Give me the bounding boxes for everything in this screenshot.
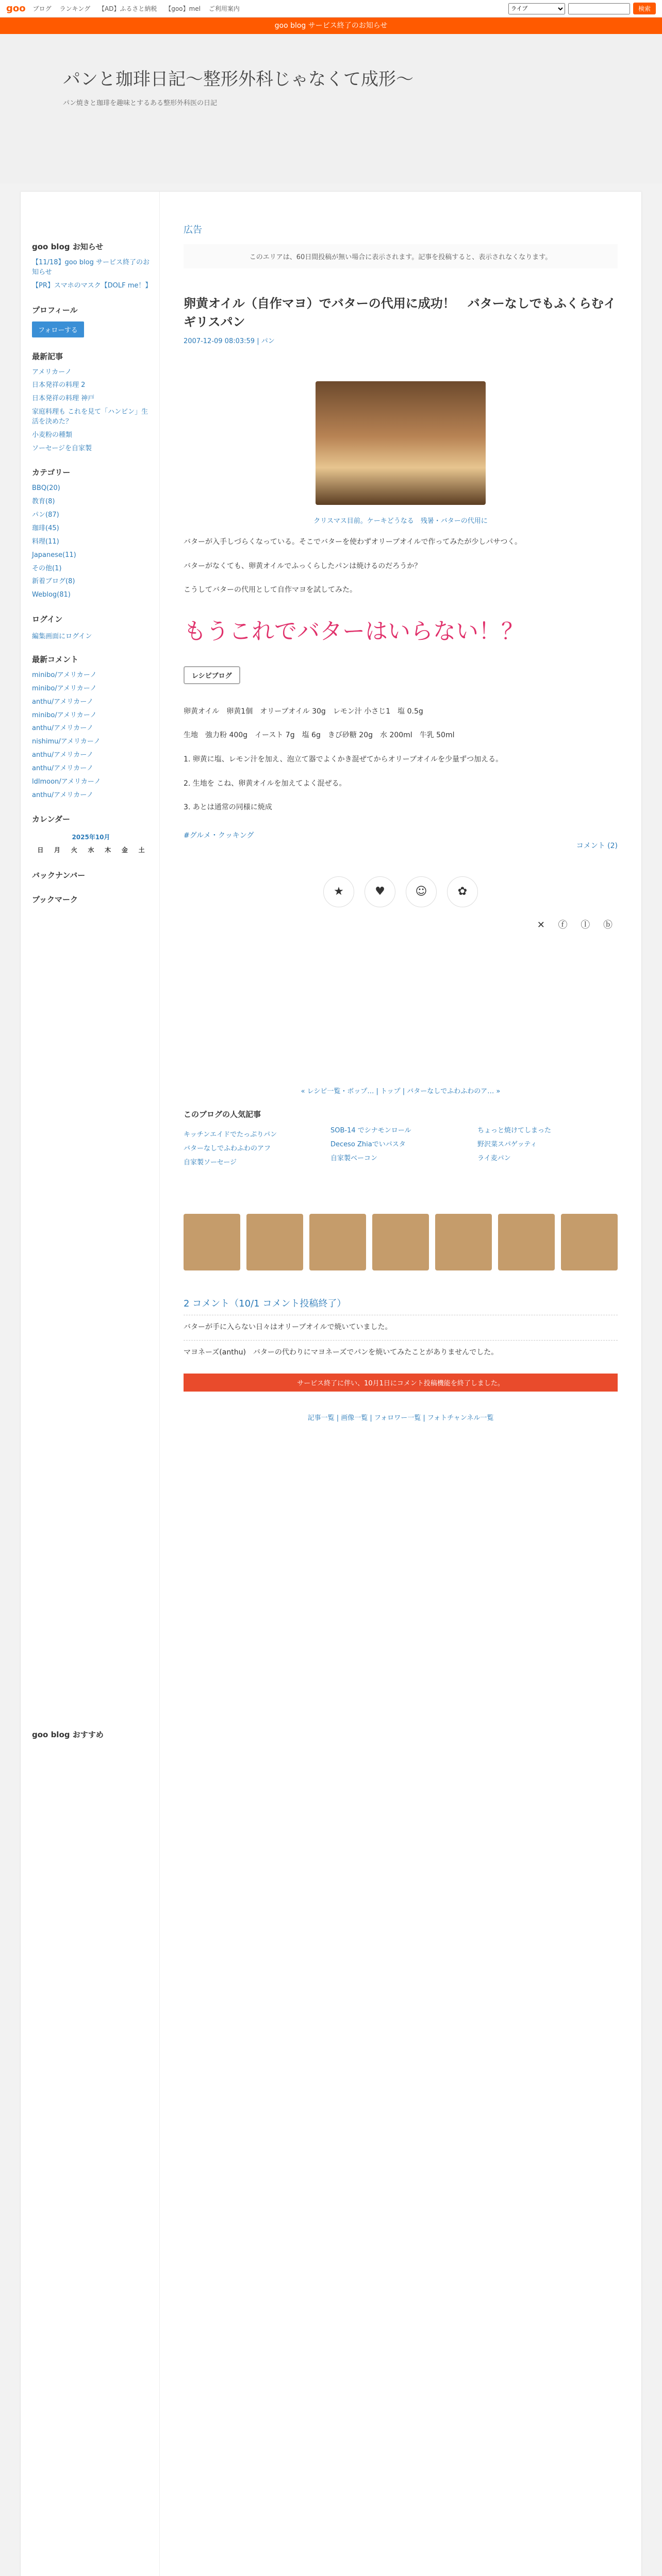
recommend-heading: goo blog おすすめ xyxy=(32,1730,104,1740)
comment-item[interactable]: anthu/アメリカーノ xyxy=(32,698,93,706)
category-heading: カテゴリー xyxy=(32,468,71,478)
cal-head: 火 xyxy=(71,846,77,854)
category-item[interactable]: パン(87) xyxy=(32,511,59,519)
comment-closed-banner: サービス終了に伴い、10月1日にコメント投稿機能を終了しました。 xyxy=(184,1374,618,1392)
inactive-notice: このエリアは、60日間投稿が無い場合に表示されます。記事を投稿すると、表示されなくなります。 xyxy=(184,244,618,268)
calendar-month: 2025年10月 xyxy=(72,834,110,841)
cal-head: 水 xyxy=(88,846,94,854)
popular-item[interactable]: バターなしでふわふわのアフ xyxy=(184,1144,271,1153)
category-item[interactable]: 教育(8) xyxy=(32,498,55,506)
popular-item[interactable]: ライ麦パン xyxy=(477,1154,511,1162)
thumbnail[interactable] xyxy=(435,1214,492,1270)
category-item[interactable]: 新着ブログ(8) xyxy=(32,578,75,586)
thumbnail[interactable] xyxy=(184,1214,240,1270)
recipe-badge[interactable]: レシピブログ xyxy=(184,666,240,684)
share-icons[interactable]: ✕ ⓕ ⓛ ⓑ xyxy=(537,919,618,930)
profile-heading: プロフィール xyxy=(32,305,78,315)
thumbnail-row xyxy=(184,1214,618,1270)
popular-item[interactable]: 野沢菜スパゲッティ xyxy=(477,1140,537,1148)
top-nav xyxy=(33,4,246,13)
recent-heading: 最新記事 xyxy=(32,351,63,361)
recent-item[interactable]: ソーセージを自家製 xyxy=(32,444,92,452)
search-button[interactable]: 検索 xyxy=(633,3,656,14)
calendar-heading: カレンダー xyxy=(32,815,71,824)
cal-head: 木 xyxy=(105,846,111,854)
bread-photo xyxy=(316,381,486,505)
top-bar xyxy=(0,0,662,18)
paragraph: こうしてバターの代用として自作マヨを試してみた。 xyxy=(184,586,357,595)
blog-header xyxy=(0,34,662,183)
thumbnail[interactable] xyxy=(309,1214,366,1270)
comment-count-link[interactable]: コメント (2) xyxy=(576,841,618,850)
comment-item[interactable]: ldlmoon/アメリカーノ xyxy=(32,777,101,786)
calendar xyxy=(32,831,150,856)
recent-item[interactable]: 小麦粉の種類 xyxy=(32,431,73,439)
service-notice[interactable]: goo blog サービス終了のお知らせ xyxy=(0,18,662,34)
thumbnail[interactable] xyxy=(372,1214,429,1270)
category-item[interactable]: その他(1) xyxy=(32,564,62,572)
comment-item[interactable]: minibo/アメリカーノ xyxy=(32,711,97,719)
nav-ranking[interactable]: ランキング xyxy=(59,5,91,12)
search-input[interactable] xyxy=(568,3,630,14)
cal-head: 日 xyxy=(37,846,44,854)
login-heading: ログイン xyxy=(32,615,63,624)
news-heading: goo blog お知らせ xyxy=(32,242,104,251)
article-body xyxy=(184,535,618,815)
reaction-icon[interactable]: ☺ xyxy=(406,876,437,907)
recent-item[interactable]: 家庭料理も これを見て「ハンビン」生活を決めた？ xyxy=(32,408,148,426)
bookmark-heading: ブックマーク xyxy=(32,895,78,905)
follow-button[interactable]: フォローする xyxy=(32,321,84,337)
comment-entry: マヨネーズ(anthu) バターの代わりにマヨネーズでパンを焼いてみたことがありませんでした。 xyxy=(184,1340,618,1365)
thumbnail[interactable] xyxy=(561,1214,618,1270)
search-select[interactable] xyxy=(508,3,565,14)
comments-heading: 最新コメント xyxy=(32,655,79,665)
paragraph: バターがなくても、卵黄オイルでふっくらしたパンは焼けるのだろうか？ xyxy=(184,562,422,570)
paragraph: バターが入手しづらくなっている。そこでバターを使わずオリーブオイルで作ってみたが少しパサつく。 xyxy=(184,538,522,546)
headline-big: もうこれでバターはいらない！？ xyxy=(184,618,524,645)
reactions xyxy=(184,876,618,907)
cal-head: 金 xyxy=(121,846,128,854)
step: 3. あとは通常の同様に焼成 xyxy=(184,803,272,812)
category-item[interactable]: 珈琲(45) xyxy=(32,524,59,532)
photo-caption[interactable]: クリスマス目前。ケーキどうなる 残暑・バターの代用に xyxy=(313,517,488,525)
comment-item[interactable]: anthu/アメリカーノ xyxy=(32,764,93,772)
popular-item[interactable]: キッチンエイドでたっぷりパン xyxy=(184,1130,277,1139)
ad-label: 広告 xyxy=(184,225,202,235)
nav-guide[interactable]: ご利用案内 xyxy=(208,5,240,12)
nav-ad[interactable]: 【AD】ふるさと納税 xyxy=(98,5,157,12)
popular-item[interactable]: SOB-14 でシナモンロール xyxy=(330,1126,411,1134)
comment-item[interactable]: minibo/アメリカーノ xyxy=(32,684,97,692)
footer-links[interactable]: 記事一覧 | 画像一覧 | フォロワー一覧 | フォトチャンネル一覧 xyxy=(307,1414,494,1422)
comment-entry: バターが手に入らない日々はオリーブオイルで焼いていました。 xyxy=(184,1315,618,1340)
comment-item[interactable]: anthu/アメリカーノ xyxy=(32,751,93,759)
nav-blog[interactable]: ブログ xyxy=(32,5,52,12)
main-column xyxy=(160,192,641,2576)
step: 1. 卵黄に塩、レモン汁を加え、泡立て器でよくかき混ぜてからオリーブオイルを少量ずつ加える。 xyxy=(184,755,503,764)
nav-mel[interactable]: 【goo】mel xyxy=(165,5,201,12)
recent-item[interactable]: アメリカーノ xyxy=(32,368,72,376)
reaction-icon[interactable]: ♥ xyxy=(365,876,395,907)
recent-item[interactable]: 日本発祥の料理 2 xyxy=(32,381,86,389)
news-item[interactable]: 【PR】スマホのマスク【DOLF me！】 xyxy=(32,281,152,290)
content-wrap xyxy=(21,192,641,2576)
thumbnail[interactable] xyxy=(246,1214,303,1270)
comment-item[interactable]: anthu/アメリカーノ xyxy=(32,724,93,733)
popular-item[interactable]: 自家製ベーコン xyxy=(330,1154,378,1162)
article-title: 卵黄オイル（自作マヨ）でバターの代用に成功！ バターなしでもふくらむイギリスパン xyxy=(184,296,616,329)
login-link[interactable]: 編集画面にログイン xyxy=(32,633,92,641)
category-item[interactable]: Weblog(81) xyxy=(32,591,71,599)
article-date: 2007-12-09 08:03:59 | パン xyxy=(184,337,275,345)
cal-head: 土 xyxy=(138,846,145,854)
reaction-icon[interactable]: ★ xyxy=(323,876,354,907)
news-item[interactable]: 【11/18】goo blog サービス終了のお知らせ xyxy=(32,259,150,276)
comment-item[interactable]: nishimu/アメリカーノ xyxy=(32,738,101,746)
popular-heading: このブログの人気記事 xyxy=(184,1109,261,1119)
category-item[interactable]: Japanese(11) xyxy=(32,551,76,559)
popular-articles xyxy=(184,1109,618,1168)
backnumber-heading: バックナンバー xyxy=(32,871,86,880)
thumbnail[interactable] xyxy=(498,1214,555,1270)
category-item[interactable]: BBQ(20) xyxy=(32,484,60,493)
popular-item[interactable]: Deceso Zhiaでいパスタ xyxy=(330,1140,406,1148)
comment-item[interactable]: minibo/アメリカーノ xyxy=(32,671,97,680)
cal-head: 月 xyxy=(54,846,61,854)
tag-link[interactable]: #グルメ・クッキング xyxy=(184,831,254,840)
ingredients-dough: 生地 強力粉 400g イースト 7g 塩 6g きび砂糖 20g 水 200ml 牛乳 50ml xyxy=(184,731,455,740)
article-pager[interactable]: « レシピ一覧・ボップ… | トップ | バターなしでふわふわのア… » xyxy=(301,1087,501,1095)
reaction-icon[interactable]: ✿ xyxy=(447,876,478,907)
recent-item[interactable]: 日本発祥の料理 神戸 xyxy=(32,395,95,403)
blog-title[interactable]: パンと珈琲日記〜整形外科じゃなくて成形〜 xyxy=(63,69,413,90)
sidebar xyxy=(21,192,160,2576)
goo-logo[interactable]: goo xyxy=(6,3,26,14)
popular-item[interactable]: 自家製ソーセージ xyxy=(184,1158,237,1166)
blog-desc: パン焼きと珈琲を趣味とするある整形外科医の日記 xyxy=(63,99,218,107)
comment-item[interactable]: anthu/アメリカーノ xyxy=(32,791,93,799)
category-item[interactable]: 料理(11) xyxy=(32,537,59,546)
ingredients-oil: 卵黄オイル 卵黄1個 オリーブオイル 30g レモン汁 小さじ1 塩 0.5g xyxy=(184,707,423,716)
comments-title: 2 コメント（10/1 コメント投稿終了） xyxy=(184,1298,346,1310)
search-area xyxy=(508,3,656,14)
popular-item[interactable]: ちょっと焼けてしまった xyxy=(477,1126,552,1134)
step: 2. 生地を こね、卵黄オイルを加えてよく混ぜる。 xyxy=(184,779,346,788)
